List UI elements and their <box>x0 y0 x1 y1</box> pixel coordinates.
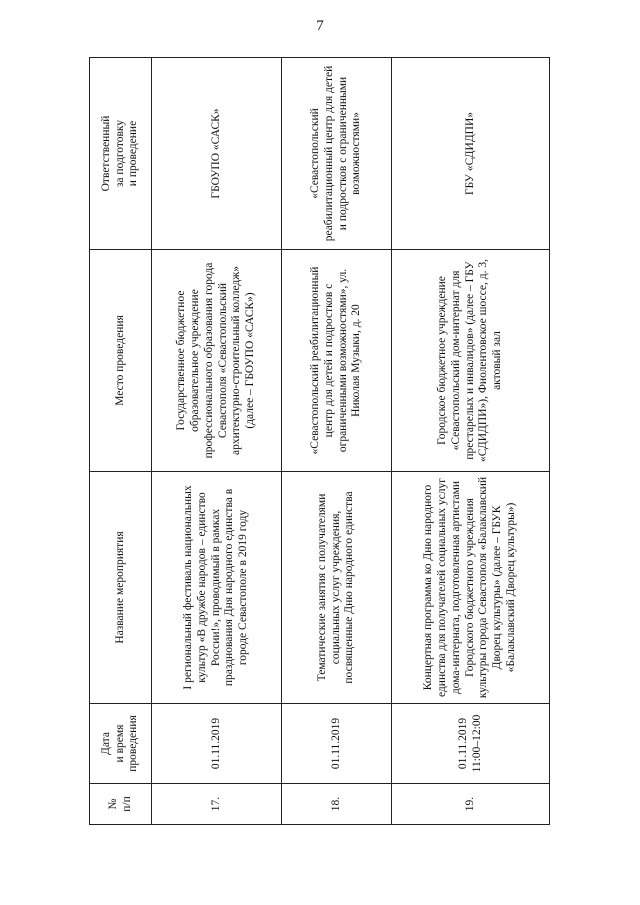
rotated-table-container <box>89 58 549 825</box>
cell-event-name: Тематические занятия с получателями социальных услуг учреждения, посвященные Дню народного единства <box>282 472 392 704</box>
cell-number: 17. <box>152 784 282 825</box>
cell-responsible: ГБОУПО «САСК» <box>152 58 282 250</box>
events-table <box>89 57 550 825</box>
table-row <box>152 58 282 825</box>
table-header-row <box>90 58 152 825</box>
header-date: Дата и время проведения <box>90 704 152 784</box>
cell-number: 19. <box>392 784 550 825</box>
header-event-name: Название мероприятия <box>90 472 152 704</box>
page-number: 7 <box>316 18 324 34</box>
header-place: Место проведения <box>90 250 152 472</box>
header-number: № п/п <box>90 784 152 825</box>
cell-place: Государственное бюджетное образовательное учреждение профессионального образования города Севастополя «Севастопольский архитектурно-строительный колледж» (далее – ГБОУПО «САСК») <box>152 250 282 472</box>
cell-place: Городское бюджетное учреждение «Севастопольский дом-интернат для престарелых и инвалидов» (далее – ГБУ «СДИДПИ»), Фиолентовское шоссе, д. 3, актовый зал <box>392 250 550 472</box>
cell-responsible: «Севастопольский реабилитационный центр для детей и подростков с ограниченными возможностями» <box>282 58 392 250</box>
table-row <box>392 58 550 825</box>
cell-date: 01.11.2019 11:00–12:00 <box>392 704 550 784</box>
cell-number: 18. <box>282 784 392 825</box>
table-row <box>282 58 392 825</box>
cell-place: «Севастопольский реабилитационный центр для детей и подростков с ограниченными возможностями», ул. Николая Музыки, д. 20 <box>282 250 392 472</box>
cell-responsible: ГБУ «СДИДПИ» <box>392 58 550 250</box>
cell-event-name: Концертная программа ко Дню народного единства для получателей социальных услуг дома-интерната, подготовленная артистами Городского бюджетного учреждения культуры города Севастополя «Балаклавский Дворец культуры» (далее – ГБУК «Балаклавский Дворец культуры») <box>392 472 550 704</box>
cell-date: 01.11.2019 <box>282 704 392 784</box>
cell-date: 01.11.2019 <box>152 704 282 784</box>
cell-event-name: I региональный фестиваль национальных культур «В дружбе народов – единство России!», проводимый в рамках празднования Дня народного единства в городе Севастополе в 2019 году <box>152 472 282 704</box>
header-responsible: Ответственный за подготовку и проведение <box>90 58 152 250</box>
